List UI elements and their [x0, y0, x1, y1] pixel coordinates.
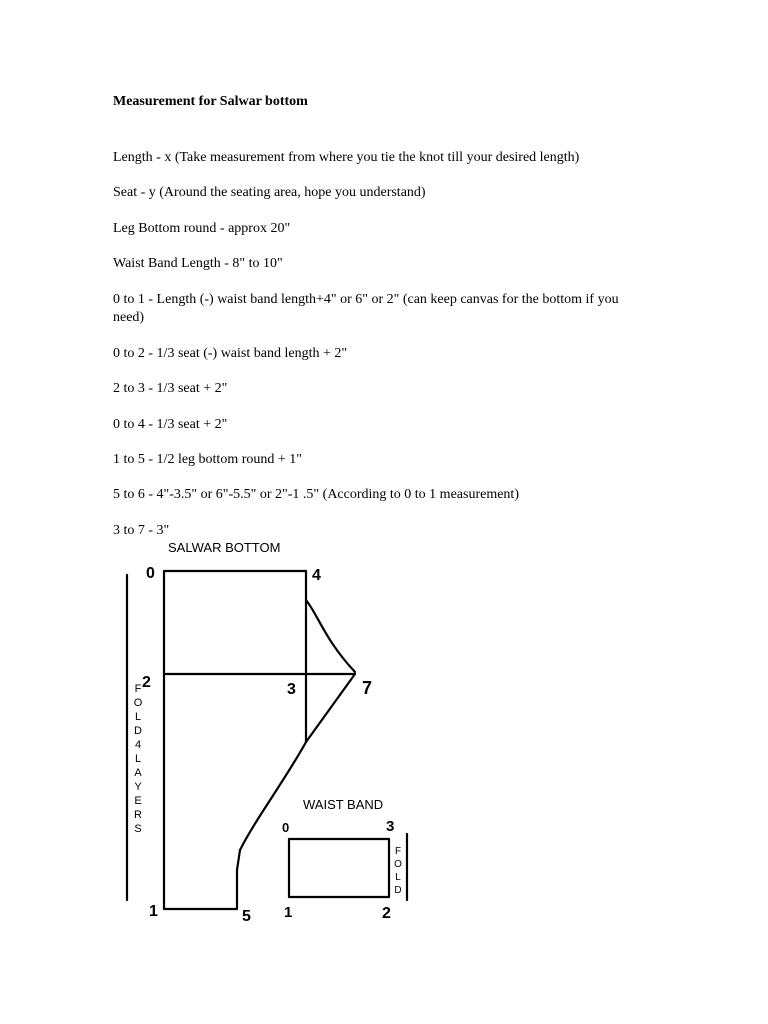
- salwar-pattern-diagram: [0, 530, 768, 950]
- diagram-title: SALWAR BOTTOM: [168, 540, 281, 555]
- point-7-label: 7: [362, 678, 373, 698]
- point-4-label: 4: [312, 567, 321, 584]
- waist-point-3-label: 3: [386, 818, 395, 835]
- waist-band-title: WAIST BAND: [303, 797, 384, 812]
- point-2-label: 2: [142, 674, 151, 691]
- paragraph-5-to-6: 5 to 6 - 4"-3.5" or 6"-5.5" or 2"-1 .5" (According to 0 to 1 measurement): [113, 487, 519, 502]
- paragraph-0-to-4: 0 to 4 - 1/3 seat + 2": [113, 417, 228, 432]
- salwar-outline: [164, 571, 355, 909]
- svg-text:O: O: [133, 697, 143, 709]
- waist-point-1-label: 1: [284, 904, 293, 921]
- paragraph-waist-band: Waist Band Length - 8" to 10": [113, 256, 283, 271]
- paragraph-3-to-7: 3 to 7 - 3": [113, 523, 170, 538]
- paragraph-length: Length - x (Take measurement from where you tie the knot till your desired length): [113, 150, 580, 165]
- point-0-label: 0: [146, 565, 155, 582]
- fold-4-layers-label: [134, 683, 143, 835]
- point-3-label: 3: [287, 681, 296, 698]
- svg-text:F: F: [134, 683, 142, 695]
- waist-band-diagram: [282, 797, 407, 922]
- svg-text:S: S: [134, 823, 142, 835]
- svg-text:E: E: [134, 795, 142, 807]
- paragraph-2-to-3: 2 to 3 - 1/3 seat + 2": [113, 381, 228, 396]
- page-title: Measurement for Salwar bottom: [113, 94, 308, 109]
- svg-text:Y: Y: [134, 781, 142, 793]
- svg-text:F: F: [394, 846, 402, 857]
- paragraph-leg-bottom: Leg Bottom round - approx 20": [113, 221, 291, 236]
- point-1-label: 1: [149, 903, 158, 920]
- waist-point-2-label: 2: [382, 905, 391, 922]
- waist-band-fold-label: [394, 846, 402, 896]
- svg-text:D: D: [134, 725, 142, 737]
- point-5-label: 5: [242, 908, 251, 925]
- svg-text:A: A: [134, 767, 142, 779]
- svg-text:O: O: [394, 859, 402, 870]
- svg-text:L: L: [134, 753, 142, 765]
- svg-text:L: L: [134, 711, 142, 723]
- svg-text:L: L: [395, 872, 401, 883]
- paragraph-0-to-1: 0 to 1 - Length (-) waist band length+4" or 6" or 2" (can keep canvas for the bottom if you need): [113, 292, 619, 325]
- svg-text:4: 4: [134, 739, 142, 751]
- svg-text:D: D: [394, 885, 402, 896]
- paragraph-0-to-2: 0 to 2 - 1/3 seat (-) waist band length + 2": [113, 346, 348, 361]
- svg-text:R: R: [134, 809, 142, 821]
- waist-band-rect: [289, 839, 389, 897]
- waist-point-0-label: 0: [282, 820, 290, 835]
- paragraph-seat: Seat - y (Around the seating area, hope you understand): [113, 185, 426, 200]
- paragraph-1-to-5: 1 to 5 - 1/2 leg bottom round + 1": [113, 452, 302, 467]
